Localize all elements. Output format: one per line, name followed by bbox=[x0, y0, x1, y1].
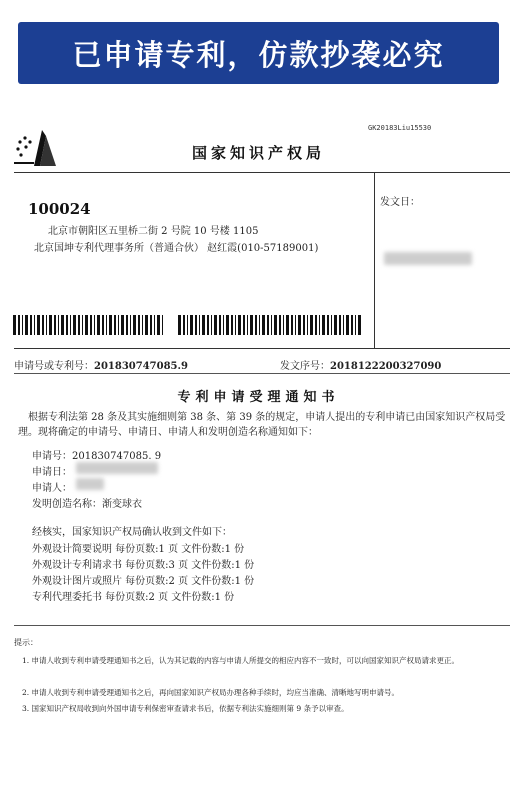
divider bbox=[14, 172, 510, 173]
barcode-bar bbox=[22, 315, 23, 335]
barcode-bar bbox=[303, 315, 305, 335]
barcode-bar bbox=[97, 315, 100, 335]
barcode-bar bbox=[355, 315, 356, 335]
barcode-bar bbox=[271, 315, 272, 335]
barcode-bar bbox=[219, 315, 221, 335]
barcode-bar bbox=[195, 315, 197, 335]
barcode-bar bbox=[207, 315, 209, 335]
divider bbox=[14, 373, 510, 374]
tips-title: 提示： bbox=[14, 638, 38, 647]
tip-item: 1. 申请人收到专利申请受理通知书之后，认为其记载的内容与申请人所提交的相应内容不一致时，可以向国家知识产权局请求更正。 bbox=[22, 656, 460, 665]
barcode-bar bbox=[351, 315, 353, 335]
barcode-bar bbox=[130, 315, 131, 335]
barcode-bar bbox=[61, 315, 64, 335]
barcode-bar bbox=[202, 315, 205, 335]
files-title: 经核实，国家知识产权局确认收到文件如下： bbox=[32, 527, 232, 538]
barcode-bar bbox=[267, 315, 269, 335]
barcode-bar bbox=[34, 315, 35, 335]
redacted-applicant bbox=[76, 478, 104, 490]
app-date-field bbox=[32, 463, 72, 478]
banner-text: 已申请专利，仿款抄袭必究 bbox=[72, 37, 445, 72]
barcode-bar bbox=[30, 315, 32, 335]
application-number-value: 201830747085.9 bbox=[94, 361, 188, 372]
barcode-bar bbox=[118, 315, 119, 335]
barcode-bar bbox=[154, 315, 155, 335]
recipient-address: 北京市朝阳区五里桥二街 2 号院 10 号楼 1105 bbox=[48, 226, 259, 237]
barcode-bar bbox=[298, 315, 301, 335]
app-no-label: 申请号： bbox=[32, 451, 72, 462]
invention-label: 发明创造名称： bbox=[32, 499, 102, 510]
barcode-bar bbox=[42, 315, 44, 335]
promo-banner bbox=[18, 22, 499, 84]
barcode-bar bbox=[211, 315, 212, 335]
barcode-bar bbox=[178, 315, 181, 335]
barcode-bar bbox=[82, 315, 83, 335]
barcode-bar bbox=[46, 315, 47, 335]
barcode-bar bbox=[37, 315, 40, 335]
divider bbox=[14, 348, 510, 349]
recipient-agency: 北京国坤专利代理事务所（普通合伙） 赵红霞(010-57189001) bbox=[34, 243, 319, 254]
barcode-bar bbox=[255, 315, 257, 335]
barcode-bar bbox=[346, 315, 349, 335]
send-serial-value: 2018122200327090 bbox=[330, 361, 442, 372]
barcode-bar bbox=[315, 315, 317, 335]
applicant-label: 申请人： bbox=[32, 483, 72, 494]
application-number-label: 申请号或专利号： bbox=[14, 361, 94, 372]
barcode-bar bbox=[162, 315, 163, 335]
barcode-bar bbox=[78, 315, 80, 335]
barcode-bar bbox=[150, 315, 152, 335]
tip-item: 3. 国家知识产权局收到向外国申请专利保密审查请求书后，依据专利法实施细则第 9 条予以审查。 bbox=[22, 704, 349, 713]
divider-vertical bbox=[374, 172, 375, 348]
document-code: GK20183Liu15530 bbox=[368, 124, 432, 132]
barcode-right bbox=[178, 315, 363, 335]
barcode-bar bbox=[250, 315, 253, 335]
invention-value: 渐变球衣 bbox=[102, 499, 142, 510]
barcode-bar bbox=[331, 315, 332, 335]
barcode-bar bbox=[109, 315, 112, 335]
barcode-bar bbox=[90, 315, 92, 335]
barcode-bar bbox=[25, 315, 28, 335]
barcode-bar bbox=[235, 315, 236, 335]
barcode-bar bbox=[49, 315, 52, 335]
barcode-bar bbox=[18, 315, 20, 335]
app-no-field bbox=[32, 447, 161, 462]
barcode-bar bbox=[262, 315, 265, 335]
barcode-bar bbox=[226, 315, 229, 335]
barcode-bar bbox=[295, 315, 296, 335]
barcode-bar bbox=[334, 315, 337, 335]
application-number-line bbox=[14, 357, 188, 372]
barcode-bar bbox=[274, 315, 277, 335]
file-row: 外观设计图片或照片 每份页数:2 页 文件份数:1 份 bbox=[32, 576, 255, 587]
barcode-bar bbox=[66, 315, 68, 335]
barcode-bar bbox=[145, 315, 148, 335]
barcode-bar bbox=[114, 315, 116, 335]
tip-item: 2. 申请人收到专利申请受理通知书之后，再向国家知识产权局办理各种手续时，均应当准确、清晰地写明申请号。 bbox=[22, 688, 400, 697]
barcode-bar bbox=[133, 315, 136, 335]
barcode-bar bbox=[13, 315, 16, 335]
barcode-bar bbox=[126, 315, 128, 335]
barcode-bar bbox=[358, 315, 361, 335]
barcode-bar bbox=[243, 315, 245, 335]
barcode-bar bbox=[310, 315, 313, 335]
invention-field bbox=[32, 495, 142, 510]
barcode-bar bbox=[307, 315, 308, 335]
barcode-bar bbox=[187, 315, 188, 335]
barcode-bar bbox=[319, 315, 320, 335]
file-row: 外观设计专利请求书 每份页数:3 页 文件份数:1 份 bbox=[32, 560, 255, 571]
barcode-bar bbox=[286, 315, 289, 335]
postcode: 100024 bbox=[28, 200, 91, 218]
barcode-bar bbox=[73, 315, 76, 335]
barcode-bar bbox=[94, 315, 95, 335]
barcode-bar bbox=[54, 315, 56, 335]
notice-title: 专利申请受理通知书 bbox=[177, 390, 340, 405]
barcode-bar bbox=[183, 315, 185, 335]
barcode-bar bbox=[190, 315, 193, 335]
divider bbox=[14, 625, 510, 626]
barcode-bar bbox=[106, 315, 107, 335]
barcode-bar bbox=[142, 315, 143, 335]
barcode-bar bbox=[259, 315, 260, 335]
barcode-bar bbox=[279, 315, 281, 335]
barcode-bar bbox=[238, 315, 241, 335]
barcode-bar bbox=[247, 315, 248, 335]
notice-paragraph: 根据专利法第 28 条及其实施细则第 38 条、第 39 条的规定，申请人提出的专利申请已由国家知识产权局受理。现将确定的申请号、申请日、申请人和发明创造名称通知如下： bbox=[18, 412, 506, 438]
barcode-bar bbox=[283, 315, 284, 335]
barcode-bar bbox=[214, 315, 217, 335]
office-name: 国家知识产权局 bbox=[191, 144, 325, 162]
send-date-label: 发文日： bbox=[380, 197, 420, 208]
barcode-bar bbox=[199, 315, 200, 335]
barcode-bar bbox=[343, 315, 344, 335]
barcode-bar bbox=[70, 315, 71, 335]
barcode-bar bbox=[339, 315, 341, 335]
file-row: 外观设计简要说明 每份页数:1 页 文件份数:1 份 bbox=[32, 544, 245, 555]
barcode-bar bbox=[85, 315, 88, 335]
barcode-bar bbox=[231, 315, 233, 335]
barcode-bar bbox=[58, 315, 59, 335]
barcode-left bbox=[13, 315, 163, 335]
barcode-bar bbox=[327, 315, 329, 335]
redacted-app-date bbox=[76, 462, 158, 474]
barcode-bar bbox=[223, 315, 224, 335]
barcode-bar bbox=[157, 315, 160, 335]
barcode-bar bbox=[138, 315, 140, 335]
barcode-bar bbox=[102, 315, 104, 335]
app-no-value: 201830747085. 9 bbox=[72, 451, 162, 462]
barcode-bar bbox=[291, 315, 293, 335]
file-row: 专利代理委托书 每份页数:2 页 文件份数:1 份 bbox=[32, 592, 235, 603]
barcode-bar bbox=[322, 315, 325, 335]
redacted-send-date bbox=[384, 252, 472, 265]
applicant-field bbox=[32, 479, 72, 494]
barcode-bar bbox=[121, 315, 124, 335]
send-serial-label: 发文序号： bbox=[280, 361, 330, 372]
app-date-label: 申请日： bbox=[32, 467, 72, 478]
send-serial-line bbox=[280, 357, 441, 372]
